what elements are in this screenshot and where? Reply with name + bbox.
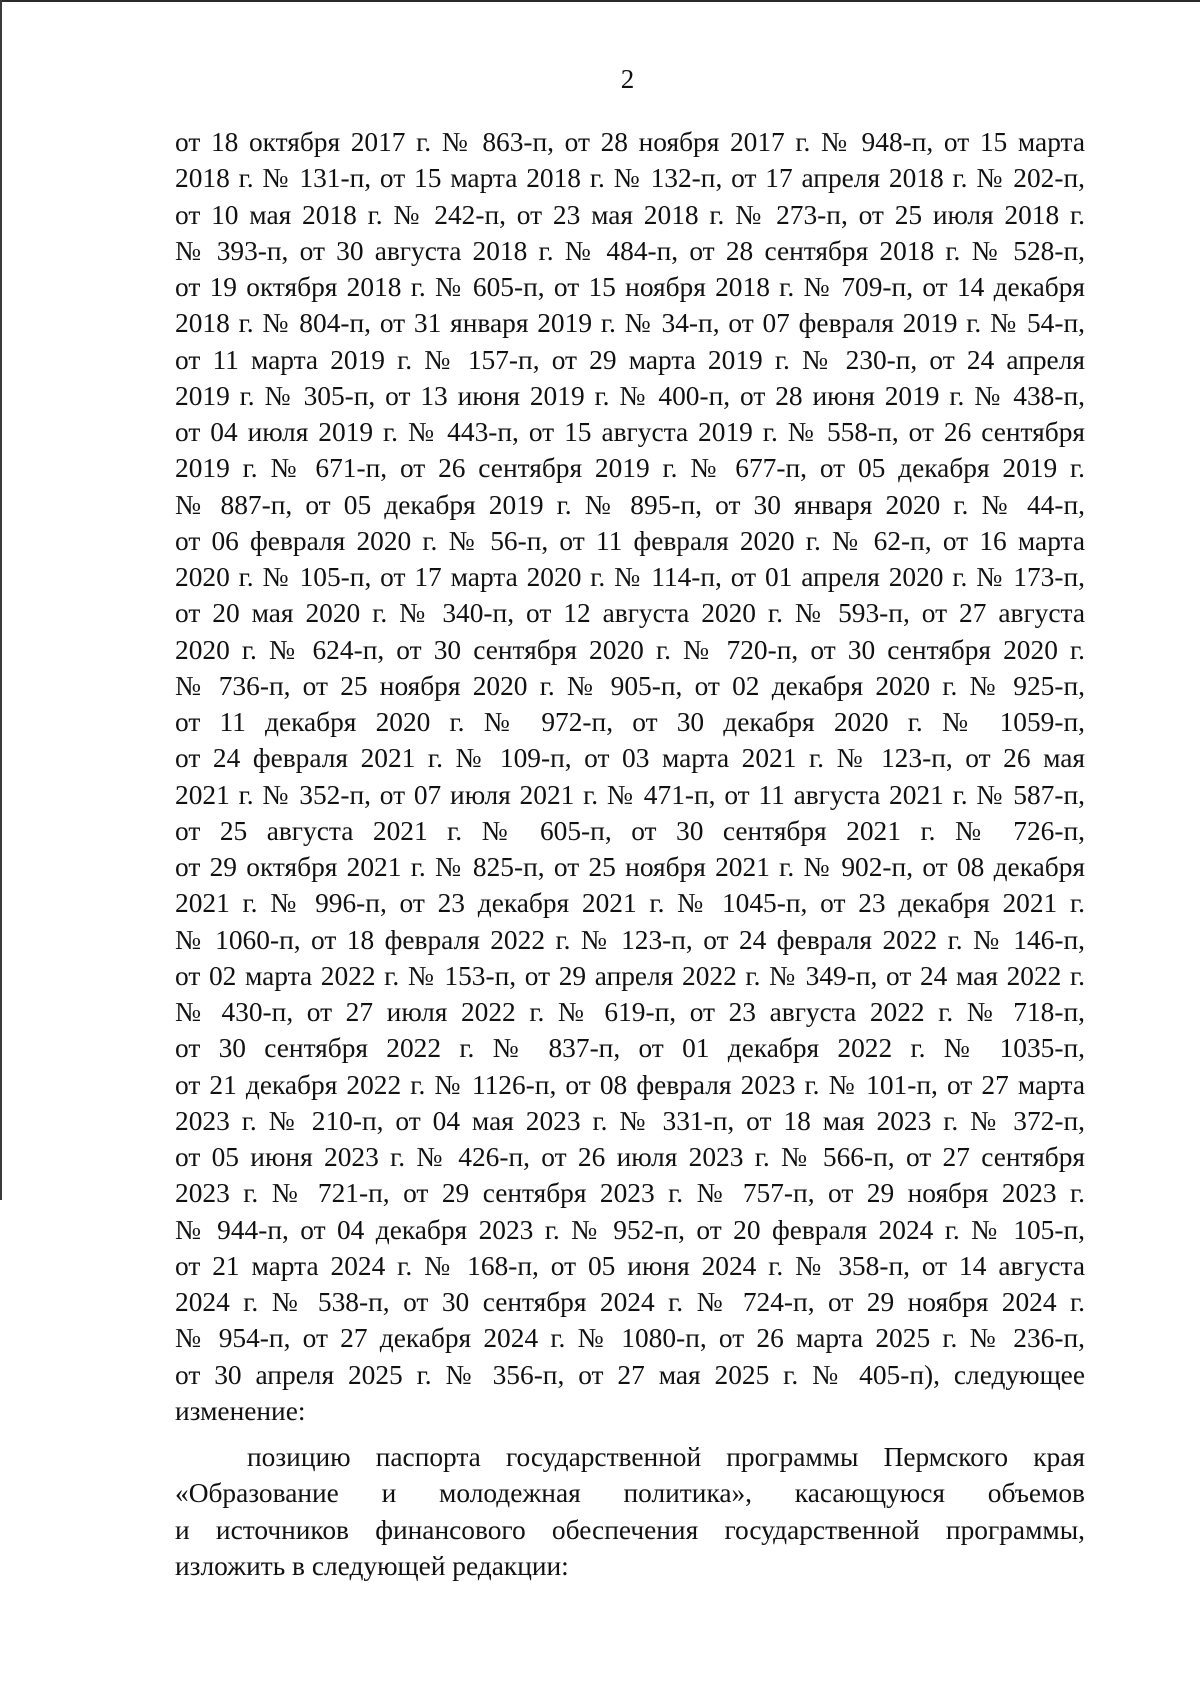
text-line: изменение:	[175, 1395, 306, 1426]
text-line: № 393-п, от 30 августа 2018 г. № 484-п, от 28 сентября 2018 г. № 528-п,	[175, 235, 1085, 266]
text-line: от 21 марта 2024 г. № 168-п, от 05 июня 2024 г. № 358-п, от 14 августа	[175, 1250, 1085, 1281]
text-line: от 05 июня 2023 г. № 426-п, от 26 июля 2023 г. № 566-п, от 27 сентября	[175, 1142, 1085, 1172]
text-line: 2019 г. № 305-п, от 13 июня 2019 г. № 400-п, от 28 июня 2019 г. № 438-п,	[175, 380, 1085, 411]
text-line: от 10 мая 2018 г. № 242-п, от 23 мая 2018 г. № 273-п, от 25 июля 2018 г.	[175, 199, 1085, 230]
text-line: 2020 г. № 624-п, от 30 сентября 2020 г. № 720-п, от 30 сентября 2020 г.	[175, 634, 1085, 665]
text-line: № 430-п, от 27 июля 2022 г. № 619-п, от 23 августа 2022 г. № 718-п,	[175, 997, 1085, 1027]
text-line: от 30 апреля 2025 г. № 356-п, от 27 мая 2025 г. № 405-п), следующее	[175, 1359, 1085, 1390]
text-line: № 954-п, от 27 декабря 2024 г. № 1080-п, от 26 марта 2025 г. № 236-п,	[175, 1323, 1085, 1354]
text-line: и источников финансового обеспечения государственной программы,	[175, 1514, 1085, 1545]
text-line: 2023 г. № 721-п, от 29 сентября 2023 г. № 757-п, от 29 ноября 2023 г.	[175, 1178, 1085, 1209]
text-line: «Образование и молодежная политика», касающуюся объемов	[175, 1478, 1085, 1509]
text-line: от 25 августа 2021 г. № 605-п, от 30 сентября 2021 г. № 726-п,	[175, 815, 1085, 846]
text-line: 2018 г. № 804-п, от 31 января 2019 г. № 34-п, от 07 февраля 2019 г. № 54-п,	[175, 308, 1085, 339]
text-line: от 29 октября 2021 г. № 825-п, от 25 ноября 2021 г. № 902-п, от 08 декабря	[175, 852, 1085, 882]
text-line: № 887-п, от 05 декабря 2019 г. № 895-п, от 30 января 2020 г. № 44-п,	[175, 489, 1085, 520]
text-line: 2021 г. № 996-п, от 23 декабря 2021 г. № 1045-п, от 23 декабря 2021 г.	[175, 888, 1085, 919]
text-line: от 19 октября 2018 г. № 605-п, от 15 ноября 2018 г. № 709-п, от 14 декабря	[175, 272, 1085, 302]
text-line: от 11 декабря 2020 г. № 972-п, от 30 декабря 2020 г. № 1059-п,	[175, 707, 1085, 737]
text-line: 2023 г. № 210-п, от 04 мая 2023 г. № 331-п, от 18 мая 2023 г. № 372-п,	[175, 1105, 1085, 1136]
text-line: № 736-п, от 25 ноября 2020 г. № 905-п, от 02 декабря 2020 г. № 925-п,	[175, 670, 1085, 701]
text-line: от 24 февраля 2021 г. № 109-п, от 03 марта 2021 г. № 123-п, от 26 мая	[175, 743, 1085, 774]
scan-edge-top	[0, 0, 1200, 2]
text-line: 2021 г. № 352-п, от 07 июля 2021 г. № 471-п, от 11 августа 2021 г. № 587-п,	[175, 779, 1085, 810]
text-line: от 02 марта 2022 г. № 153-п, от 29 апреля 2022 г. № 349-п, от 24 мая 2022 г.	[175, 960, 1085, 991]
text-line: 2019 г. № 671-п, от 26 сентября 2019 г. № 677-п, от 05 декабря 2019 г.	[175, 453, 1085, 484]
text-line: № 1060-п, от 18 февраля 2022 г. № 123-п, от 24 февраля 2022 г. № 146-п,	[175, 924, 1085, 955]
paragraph-gap	[175, 1429, 1085, 1439]
body-text	[175, 124, 1085, 1584]
text-line: от 30 сентября 2022 г. № 837-п, от 01 декабря 2022 г. № 1035-п,	[175, 1033, 1085, 1064]
scan-edge-left	[0, 0, 2, 1200]
text-line: от 21 декабря 2022 г. № 1126-п, от 08 февраля 2023 г. № 101-п, от 27 марта	[175, 1069, 1085, 1100]
paragraph-instruction	[175, 1439, 1085, 1584]
page-number: 2	[620, 64, 635, 94]
text-line: от 06 февраля 2020 г. № 56-п, от 11 февраля 2020 г. № 62-п, от 16 марта	[175, 525, 1085, 556]
paragraph-amendments-list	[175, 124, 1085, 1429]
text-line: 2020 г. № 105-п, от 17 марта 2020 г. № 114-п, от 01 апреля 2020 г. № 173-п,	[175, 562, 1085, 592]
text-line: позицию паспорта государственной программы Пермского края	[247, 1442, 1085, 1472]
text-line: от 20 мая 2020 г. № 340-п, от 12 августа 2020 г. № 593-п, от 27 августа	[175, 598, 1085, 629]
text-line: от 11 марта 2019 г. № 157-п, от 29 марта 2019 г. № 230-п, от 24 апреля	[175, 344, 1085, 375]
text-line: от 18 октября 2017 г. № 863-п, от 28 ноября 2017 г. № 948-п, от 15 марта	[175, 127, 1085, 157]
text-line: изложить в следующей редакции:	[175, 1550, 569, 1581]
text-line: 2024 г. № 538-п, от 30 сентября 2024 г. № 724-п, от 29 ноября 2024 г.	[175, 1287, 1085, 1317]
text-line: от 04 июля 2019 г. № 443-п, от 15 августа 2019 г. № 558-п, от 26 сентября	[175, 417, 1085, 447]
text-line: № 944-п, от 04 декабря 2023 г. № 952-п, от 20 февраля 2024 г. № 105-п,	[175, 1214, 1085, 1245]
text-line: 2018 г. № 131-п, от 15 марта 2018 г. № 132-п, от 17 апреля 2018 г. № 202-п,	[175, 163, 1085, 194]
